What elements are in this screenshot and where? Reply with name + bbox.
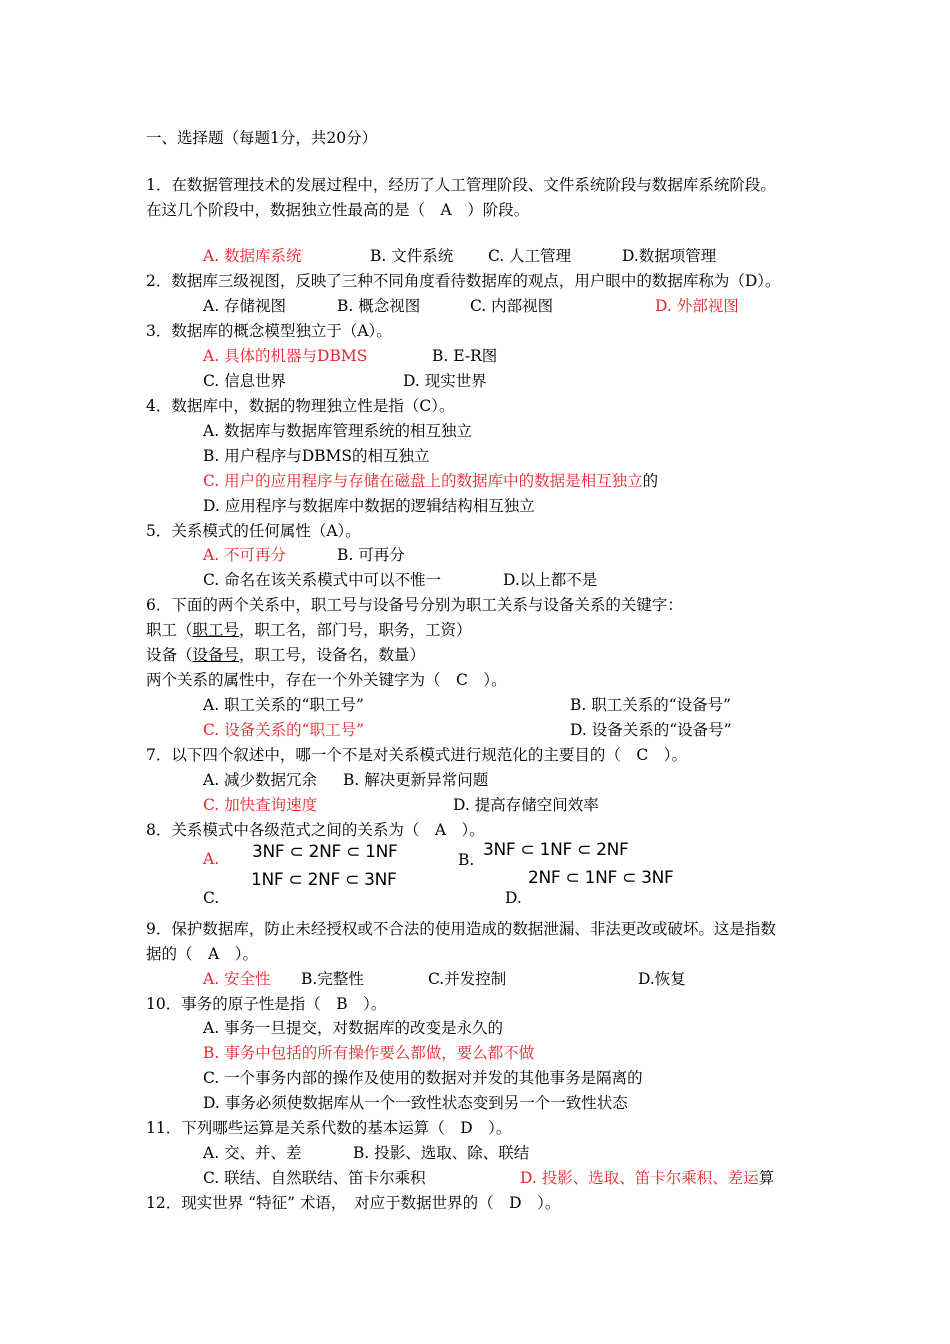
q8-option-a-formula: 3NF ⊂ 2NF ⊂ 1NF: [252, 842, 398, 862]
q11-option-d-answer: D. 投影、选取、笛卡尔乘积、差运: [520, 1169, 759, 1187]
q8-option-d-formula: 2NF ⊂ 1NF ⊂ 3NF: [528, 868, 674, 888]
q6-stem: 6．下面的两个关系中，职工号与设备号分别为职工关系与设备关系的关键字：: [146, 596, 683, 614]
q4-option-d: D. 应用程序与数据库中数据的逻辑结构相互独立: [203, 497, 535, 515]
q10-option-a: A. 事务一旦提交，对数据库的改变是永久的: [203, 1019, 504, 1037]
q7-option-b: B. 解决更新异常问题: [343, 771, 489, 789]
q7-option-a: A. 减少数据冗余: [203, 771, 318, 789]
q8-option-b-label: B.: [458, 851, 475, 869]
q5-option-c: C. 命名在该关系模式中可以不惟一: [203, 571, 442, 589]
employee-key: 职工号: [192, 621, 240, 639]
q1-option-b: B. 文件系统: [370, 247, 454, 265]
q9-stem-line2: 据的（ A ）。: [146, 945, 258, 963]
q9-option-d: D.恢复: [638, 970, 686, 988]
q7-option-d: D. 提高存储空间效率: [453, 796, 599, 814]
q9-option-a: A. 安全性: [203, 970, 271, 988]
q11-option-d-tail: 算: [758, 1169, 775, 1187]
q11-option-b: B. 投影、选取、除、联结: [353, 1144, 530, 1162]
q11-option-a: A. 交、并、差: [203, 1144, 302, 1162]
q4-option-c-tail: 的: [642, 472, 659, 490]
q10-option-b: B. 事务中包括的所有操作要么都做，要么都不做: [203, 1044, 535, 1062]
q3-option-a: A. 具体的机器与DBMS: [203, 347, 368, 365]
q11-option-c: C. 联结、自然联结、笛卡尔乘积: [203, 1169, 426, 1187]
q4-option-b: B. 用户程序与DBMS的相互独立: [203, 447, 430, 465]
q8-option-b-formula: 3NF ⊂ 1NF ⊂ 2NF: [483, 840, 629, 860]
q2-stem: 2．数据库三级视图，反映了三种不同角度看待数据库的观点，用户眼中的数据库称为（D）。: [146, 272, 781, 290]
q2-option-a: A. 存储视图: [203, 297, 287, 315]
q1-option-c: C. 人工管理: [488, 247, 572, 265]
q5-option-d: D.以上都不是: [503, 571, 598, 589]
q5-option-b: B. 可再分: [337, 546, 405, 564]
q5-option-a: A. 不可再分: [203, 546, 287, 564]
q3-option-b: B. E-R图: [432, 347, 498, 365]
q2-option-d: D. 外部视图: [655, 297, 739, 315]
q2-option-c: C. 内部视图: [470, 297, 554, 315]
q6-option-a: A. 职工关系的“职工号”: [203, 696, 364, 714]
q7-stem: 7．以下四个叙述中，哪一个不是对关系模式进行规范化的主要目的（ C ）。: [146, 746, 687, 764]
q11-option-d: [520, 1168, 774, 1188]
q4-option-c: [203, 471, 658, 491]
q9-option-b: B.完整性: [301, 970, 364, 988]
q6-option-b: B. 职工关系的“设备号”: [570, 696, 732, 714]
q4-stem: 4．数据库中，数据的物理独立性是指（C）。: [146, 397, 455, 415]
q6-option-c: C. 设备关系的“职工号”: [203, 721, 365, 739]
q6-question: 两个关系的属性中，存在一个外关键字为（ C ）。: [146, 671, 507, 689]
device-key: 设备号: [192, 646, 240, 664]
q8-option-c-formula: 1NF ⊂ 2NF ⊂ 3NF: [251, 870, 397, 890]
q8-option-d-label: D.: [505, 889, 522, 907]
q9-option-c: C.并发控制: [428, 970, 507, 988]
q3-option-c: C. 信息世界: [203, 372, 287, 390]
q10-stem: 10．事务的原子性是指（ B ）。: [146, 995, 387, 1013]
q1-stem-line2: 在这几个阶段中，数据独立性最高的是（ A ）阶段。: [146, 201, 530, 219]
q2-option-b: B. 概念视图: [337, 297, 421, 315]
q9-stem-line1: 9．保护数据库，防止未经授权或不合法的使用造成的数据泄漏、非法更改或破坏。这是指数: [146, 920, 776, 938]
q10-option-d: D. 事务必须使数据库从一个一致性状态变到另一个一致性状态: [203, 1094, 628, 1112]
q12-stem: 12．现实世界 “特征” 术语， 对应于数据世界的（ D ）。: [146, 1194, 561, 1212]
q11-stem: 11．下列哪些运算是关系代数的基本运算（ D ）。: [146, 1119, 512, 1137]
q3-option-d: D. 现实世界: [403, 372, 487, 390]
q4-option-a: A. 数据库与数据库管理系统的相互独立: [203, 422, 473, 440]
q5-stem: 5．关系模式的任何属性（A）。: [146, 522, 361, 540]
q8-option-c-label: C.: [203, 889, 220, 907]
q7-option-c: C. 加快查询速度: [203, 796, 318, 814]
q8-option-a-label: A.: [203, 850, 220, 868]
q6-option-d: D. 设备关系的“设备号”: [570, 721, 732, 739]
q1-option-d: D.数据项管理: [622, 247, 717, 265]
q1-stem-line1: 1．在数据管理技术的发展过程中，经历了人工管理阶段、文件系统阶段与数据库系统阶段。: [146, 176, 776, 194]
q8-stem: 8．关系模式中各级范式之间的关系为（ A ）。: [146, 821, 485, 839]
q6-employee-relation: 职工（职工号，职工名，部门号，职务，工资）: [146, 621, 472, 639]
q4-option-c-answer: C. 用户的应用程序与存储在磁盘上的数据库中的数据是相互独立: [203, 472, 643, 490]
q6-device-relation: 设备（设备号，职工号，设备名，数量）: [146, 646, 426, 664]
q1-option-a: A. 数据库系统: [203, 247, 302, 265]
q3-stem: 3．数据库的概念模型独立于（A）。: [146, 322, 392, 340]
q10-option-c: C. 一个事务内部的操作及使用的数据对并发的其他事务是隔离的: [203, 1069, 643, 1087]
section-title: 一、选择题（每题1分，共20分）: [146, 129, 378, 147]
